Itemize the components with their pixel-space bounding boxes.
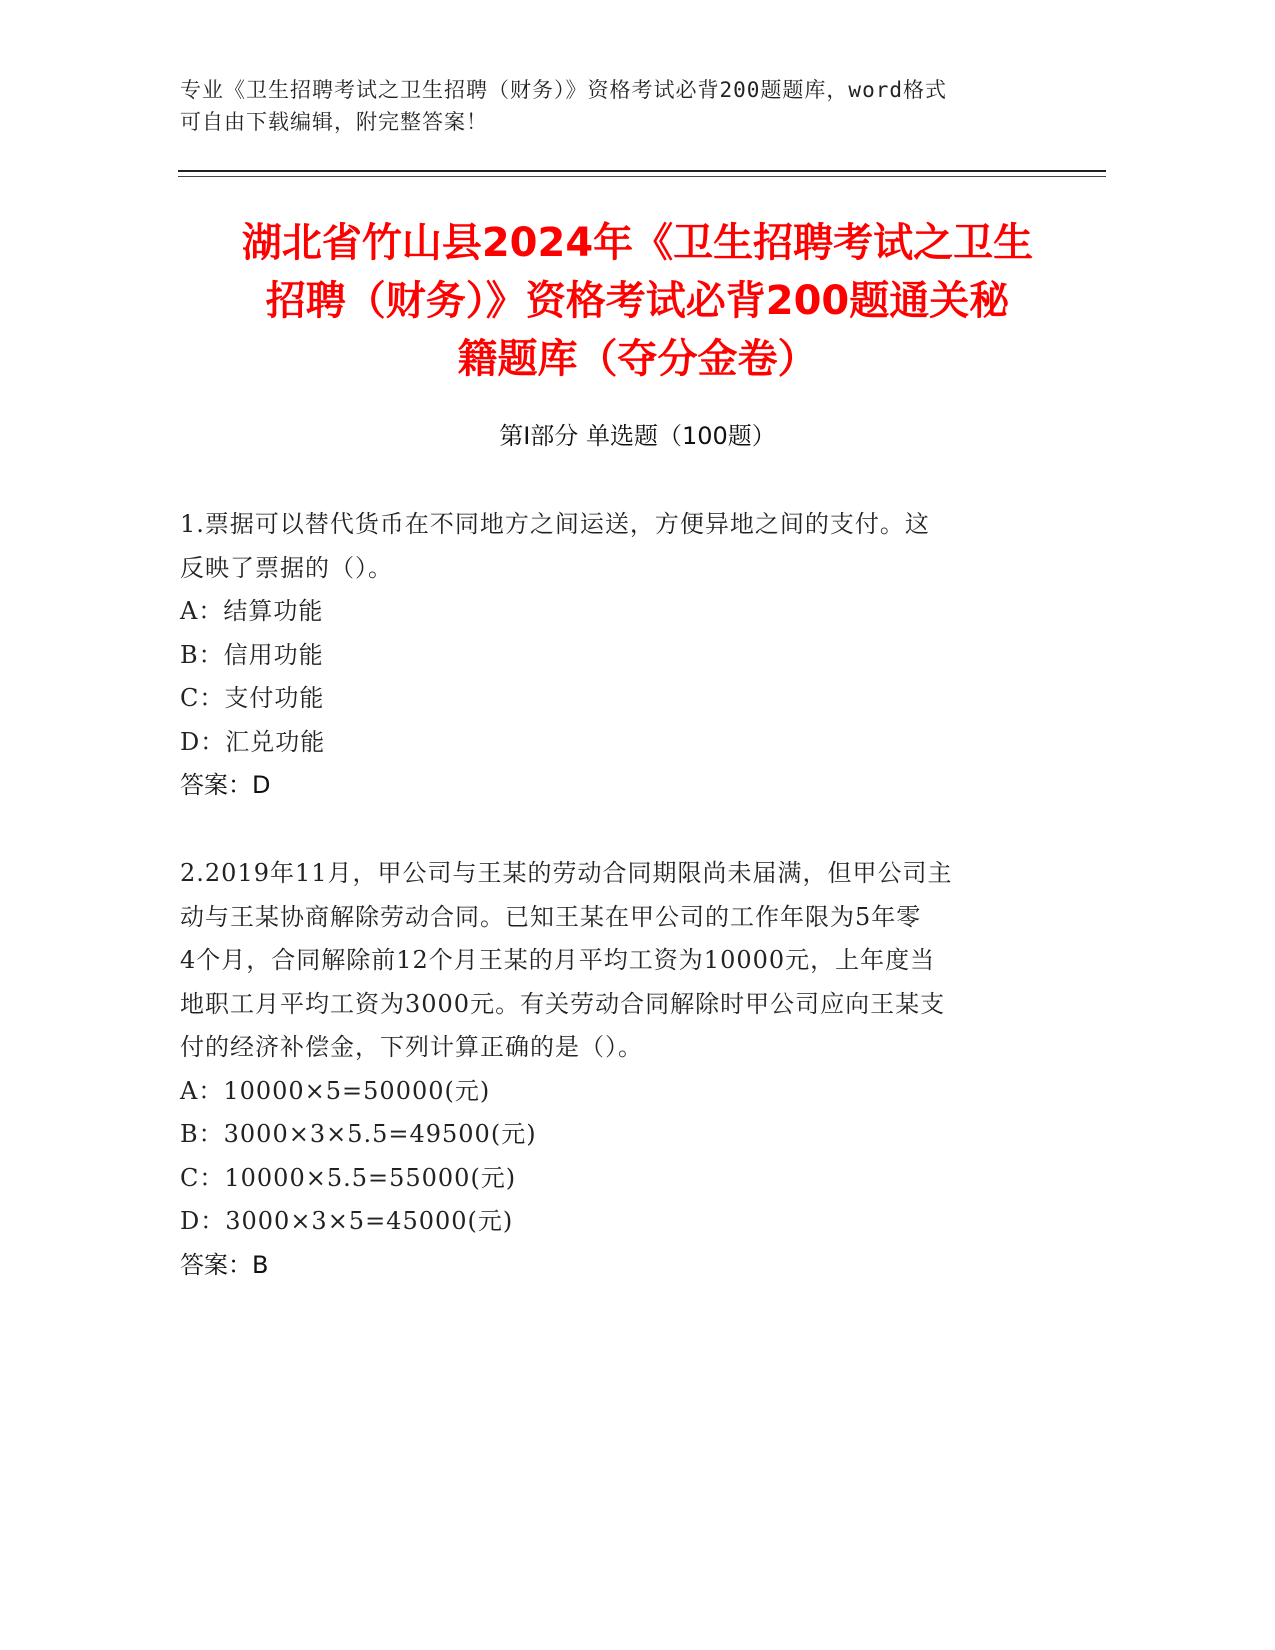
document-title-line: 籍题库（夺分金卷） <box>457 336 818 382</box>
option-a: A：结算功能 <box>180 597 324 625</box>
question-stem-line: 4个月，合同解除前12个月王某的月平均工资为10000元，上年度当 <box>180 946 936 974</box>
option-a: A：10000×5=50000(元) <box>180 1076 491 1105</box>
header-note <box>180 74 1040 138</box>
option-b: B：信用功能 <box>180 640 324 669</box>
section-title: 第I部分 单选题（100题） <box>499 422 776 450</box>
question-stem-line: 地职工月平均工资为3000元。有关劳动合同解除时甲公司应向王某支 <box>180 989 946 1018</box>
answer: 答案：D <box>180 771 271 799</box>
document-title <box>150 214 1125 388</box>
option-d: D：3000×3×5=45000(元) <box>180 1207 514 1235</box>
document-title-line: 湖北省竹山县2024年《卫生招聘考试之卫生 <box>241 220 1034 266</box>
question-stem-line: 动与王某协商解除劳动合同。已知王某在甲公司的工作年限为5年零 <box>180 902 922 931</box>
option-c: C：10000×5.5=55000(元) <box>180 1163 517 1192</box>
question-stem-line: 2.2019年11月，甲公司与王某的劳动合同期限尚未届满，但甲公司主 <box>180 859 953 887</box>
answer: 答案：B <box>180 1250 269 1279</box>
header-divider-thin <box>178 176 1106 177</box>
header-note-line: 可自由下载编辑，附完整答案！ <box>180 110 488 134</box>
option-d: D：汇兑功能 <box>180 727 326 756</box>
option-c: C：支付功能 <box>180 684 325 712</box>
header-divider-thick <box>178 170 1106 172</box>
document-title-line: 招聘（财务）》资格考试必背200题通关秘 <box>265 278 1010 324</box>
question-stem-line: 1.票据可以替代货币在不同地方之间运送，方便异地之间的支付。这 <box>180 510 930 538</box>
option-b: B：3000×3×5.5=49500(元) <box>180 1120 537 1148</box>
question-2 <box>180 852 1060 1287</box>
header-note-line: 专业《卫生招聘考试之卫生招聘（财务）》资格考试必背200题题库，word格式 <box>180 78 947 102</box>
question-1 <box>180 503 1060 808</box>
question-stem-line: 反映了票据的（）。 <box>180 553 393 582</box>
question-stem-line: 付的经济补偿金，下列计算正确的是（）。 <box>180 1033 643 1061</box>
